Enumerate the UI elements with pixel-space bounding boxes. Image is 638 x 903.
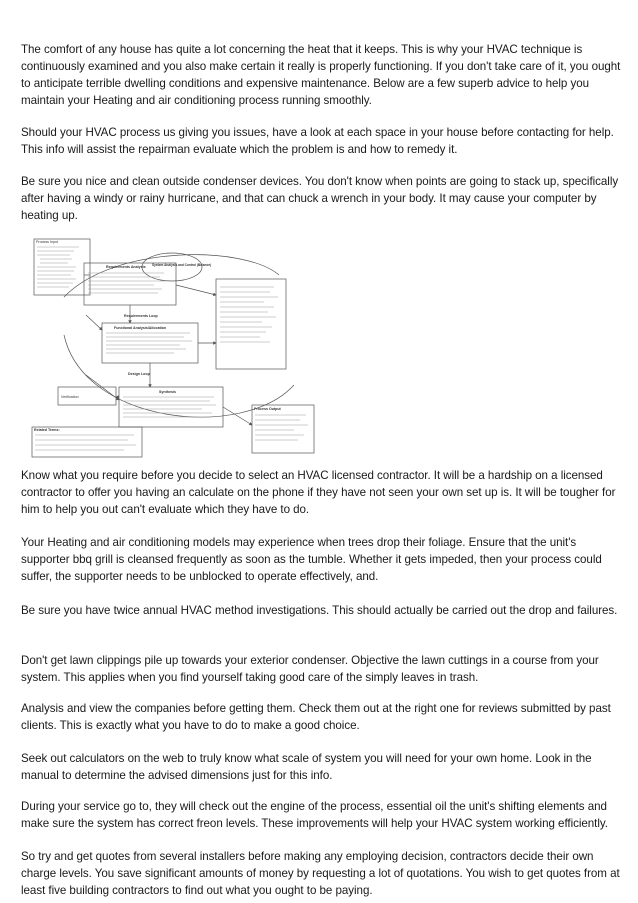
process-output-box <box>252 405 314 453</box>
paragraph-investigations: Be sure you have twice annual HVAC method investigations. This should actually be carried out the drop and failures. <box>21 604 618 617</box>
paragraph-check-rooms: Should your HVAC process us giving you issues, have a look at each space in your house before contacting for help. This info will assist the repairman evaluate which the problem is and how to remedy it. <box>21 126 614 156</box>
design-loop-label: Design Loop <box>128 372 150 376</box>
diagram-svg <box>24 235 324 460</box>
paragraph-service-visit: During your service go to, they will check out the engine of the process, essential oil the unit's shifting elements and make sure the system has correct freon levels. These improvements will help your HVAC system working efficiently. <box>21 800 608 830</box>
paragraph-lawn-clippings: Don't get lawn clippings pile up towards your exterior condenser. Objective the lawn cuttings in a course from your system. This applies when you find yourself taking good care of the simply leaves in trash. <box>21 654 599 684</box>
systems-engineering-diagram <box>24 235 324 460</box>
synthesis-label: Synthesis <box>159 390 176 394</box>
process-output-label: Process Output <box>254 407 281 411</box>
related-terms-label: Related Terms: <box>34 428 60 432</box>
paragraph-foliage: Your Heating and air conditioning models may experience when trees drop their foliage. Ensure that the unit's supporter bbq grill is cleansed frequently as soon as the tumble. Whether it gets impeded, then your process could suffer, the supporter needs to be unblocked to operate effectively, and. <box>21 536 602 583</box>
paragraph-quotes: So try and get quotes from several installers before making any employing decision, contractors decide their own charge levels. You save significant amounts of money by requesting a lot of quotations. You wish to get quotes from at least five building contractors to find out what you ought to be paying. <box>21 850 620 897</box>
paragraph-intro: The comfort of any house has quite a lot concerning the heat that it keeps. This is why your HVAC technique is continuously examined and you also make certain it really is properly functioning. If you don't take care of it, you ought to anticipate terrible dwelling conditions and expensive maintenance. Below are a few superb advice to help you maintain your Heating and air conditioning process running smoothly. <box>21 43 621 107</box>
system-analysis-outputs-box <box>216 279 286 369</box>
requirements-loop-label: Requirements Loop <box>124 314 158 318</box>
paragraph-condenser: Be sure you nice and clean outside condenser devices. You don't know when points are going to stack up, specifically after having a windy or rainy hurricane, and that can chuck a wrench in your body. It may cause your computer by heating up. <box>21 175 619 222</box>
paragraph-know-requirements: Know what you require before you decide to select an HVAC licensed contractor. It will be a hardship on a licensed contractor to offer you having an calculate on the phone if they have not seen your own set up is. It will be tougher for him to help you out can't evaluate which they have to do. <box>21 469 616 516</box>
paragraph-research-companies: Analysis and view the companies before getting them. Check them out at the right one for reviews submitted by past clients. This is exactly what you have to do to make a good choice. <box>21 702 611 732</box>
system-analysis-label: System Analysis and Control (Balance) <box>152 263 212 267</box>
loop-arc-top <box>64 255 279 297</box>
verification-label: Verification <box>61 395 79 399</box>
process-input-label: Process Input <box>36 240 58 244</box>
paragraph-calculators: Seek out calculators on the web to truly know what scale of system you will need for your own home. Look in the manual to determine the advised dimensions just for this info. <box>21 752 592 782</box>
functional-analysis-label: Functional Analysis/Allocation <box>114 326 167 330</box>
requirements-analysis-label: Requirements Analysis <box>106 265 146 269</box>
requirements-analysis-box <box>84 263 176 305</box>
